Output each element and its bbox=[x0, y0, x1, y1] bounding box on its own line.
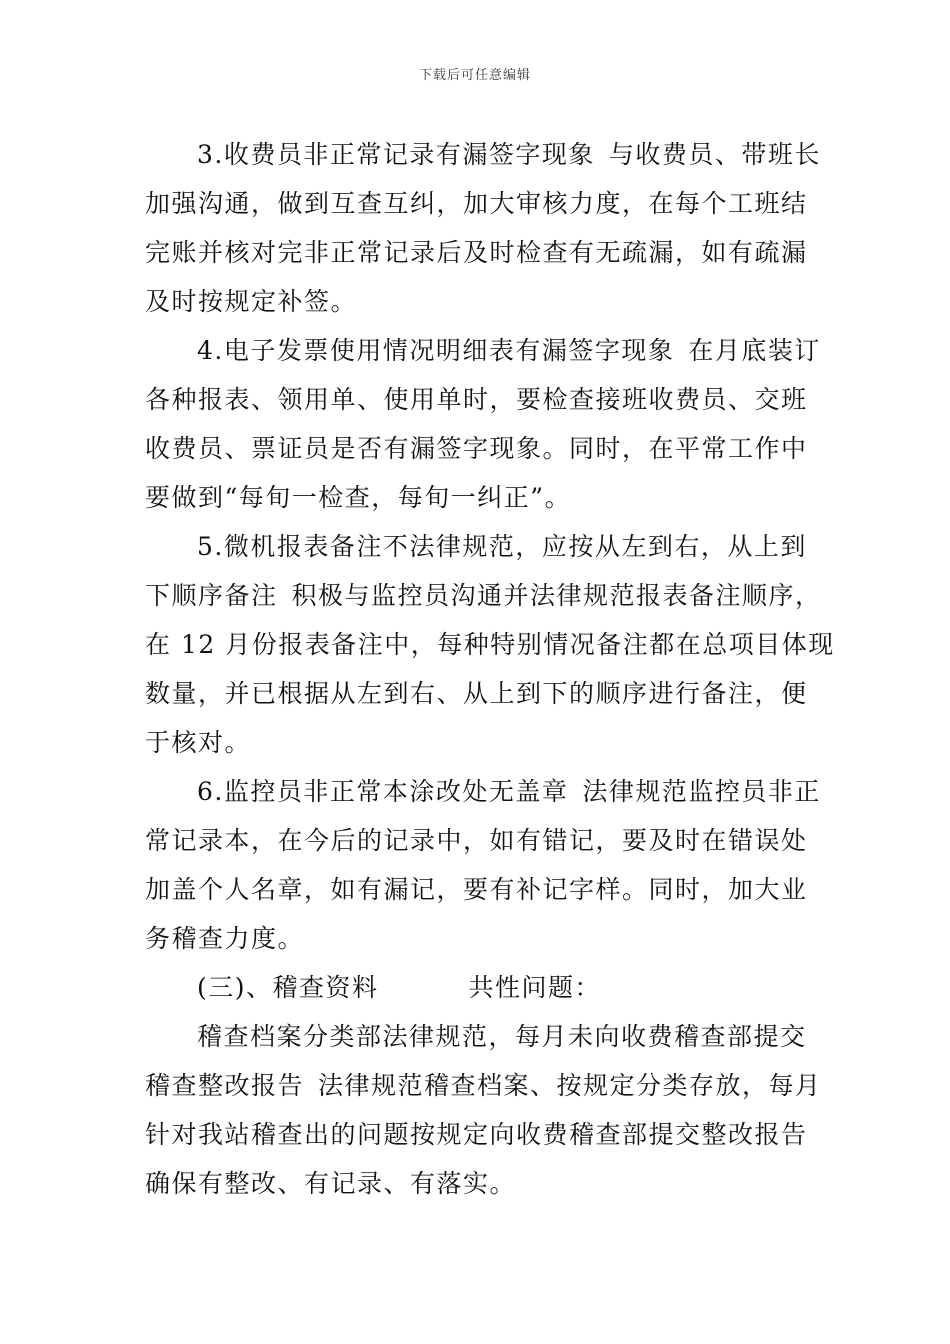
paragraph-item-4 bbox=[145, 326, 821, 522]
paragraph-line: 务稽查力度。 bbox=[145, 924, 305, 953]
paragraph-item-5 bbox=[145, 522, 835, 767]
paragraph-line bbox=[145, 130, 821, 179]
paragraph-line bbox=[145, 326, 821, 375]
document-body bbox=[145, 130, 835, 1208]
problem-text: 稽查整改报告 bbox=[145, 1071, 305, 1100]
paragraph-line: 加盖个人名章，如有漏记，要有补记字样。同时，加大业 bbox=[145, 875, 808, 904]
paragraph-line bbox=[145, 1061, 822, 1110]
solution-text: 在月底装订 bbox=[688, 336, 821, 365]
paragraph-line: 常记录本，在今后的记录中，如有错记，要及时在错误处 bbox=[145, 826, 808, 855]
paragraph-line: 针对我站稽查出的问题按规定向收费稽查部提交整改报告 bbox=[145, 1120, 808, 1149]
paragraph-line: 5.微机报表备注不法律规范，应按从左到右，从上到 bbox=[197, 532, 807, 561]
problem-text: 3.收费员非正常记录有漏签字现象 bbox=[197, 140, 595, 169]
paragraph-item-3 bbox=[145, 130, 821, 326]
paragraph-item-7 bbox=[145, 1012, 822, 1208]
paragraph-line: 稽查档案分类部法律规范，每月未向收费稽查部提交 bbox=[197, 1022, 807, 1051]
solution-text: 法律规范监控员非正 bbox=[582, 777, 821, 806]
paragraph-line bbox=[145, 571, 822, 620]
paragraph-line bbox=[145, 767, 821, 816]
section-subtitle: 共性问题： bbox=[468, 973, 602, 1002]
problem-text: 下顺序备注 bbox=[145, 581, 278, 610]
paragraph-line: 完账并核对完非正常记录后及时检查有无疏漏，如有疏漏 bbox=[145, 238, 808, 267]
paragraph-line: 数量，并已根据从左到右、从上到下的顺序进行备注，便 bbox=[145, 679, 808, 708]
paragraph-line: 加强沟通，做到互查互纠，加大审核力度，在每个工班结 bbox=[145, 189, 808, 218]
paragraph-line: 确保有整改、有记录、有落实。 bbox=[145, 1169, 517, 1198]
paragraph-item-6 bbox=[145, 767, 821, 963]
paragraph-line: 于核对。 bbox=[145, 728, 252, 757]
solution-text: 法律规范稽查档案、按规定分类存放，每月 bbox=[318, 1071, 822, 1100]
paragraph-line: 要做到“每旬一检查，每旬一纠正”。 bbox=[145, 483, 572, 512]
paragraph-line: 及时按规定补签。 bbox=[145, 287, 358, 316]
problem-text: 4.电子发票使用情况明细表有漏签字现象 bbox=[197, 336, 675, 365]
page-header-note: 下载后可任意编辑 bbox=[418, 68, 531, 83]
section-heading-3 bbox=[145, 963, 810, 1012]
section-title: (三)、稽查资料 bbox=[197, 973, 379, 1002]
paragraph-line: 收费员、票证员是否有漏签字现象。同时，在平常工作中 bbox=[145, 434, 808, 463]
solution-text: 与收费员、带班长 bbox=[608, 140, 821, 169]
solution-text: 积极与监控员沟通并法律规范报表备注顺序， bbox=[291, 581, 822, 610]
problem-text: 6.监控员非正常本涂改处无盖章 bbox=[197, 777, 569, 806]
section-heading-line bbox=[145, 963, 810, 1012]
paragraph-line: 各种报表、领用单、使用单时，要检查接班收费员、交班 bbox=[145, 385, 808, 414]
paragraph-line: 在 12 月份报表备注中，每种特别情况备注都在总项目体现 bbox=[145, 630, 835, 659]
